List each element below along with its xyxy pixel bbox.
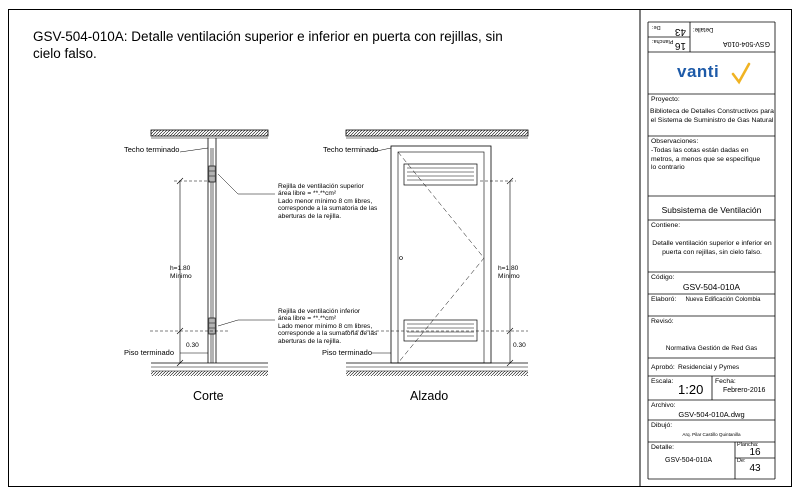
alzado-techo-label: Techo terminado <box>323 145 379 154</box>
codigo-value: GSV-504-010A <box>682 282 741 292</box>
alzado-door <box>391 146 491 363</box>
corte-leaders <box>180 148 275 353</box>
corte-height-value: h=1.80 <box>170 265 191 272</box>
alzado-height-minimo: Mínimo <box>498 273 520 280</box>
corte-dim-030: 0.30 <box>186 342 199 349</box>
fecha-value: Febrero-2016 <box>723 387 766 394</box>
corte-height-minimo: Mínimo <box>170 273 192 280</box>
fecha-label: Fecha: <box>715 378 736 385</box>
contiene-value: Detalle ventilación superior e inferior en puerta con rejillas, sin cielo falso. <box>652 240 772 256</box>
aprobo-label: Aprobó: <box>651 364 675 371</box>
alzado-piso-label: Piso terminado <box>322 348 373 357</box>
vanti-check-icon <box>733 64 749 82</box>
elaboro-value: Nueva Edificación Colombia <box>685 297 761 303</box>
escala-label: Escala: <box>651 378 674 385</box>
rejilla-inferior-note: Rejilla de ventilación inferior área libre = **.**cm² Lado menor mínimo 8 cm libres, corresponde a la sumatoria de las aberturas de la rejilla. <box>278 308 378 345</box>
detalle-value: GSV-504-010A <box>665 457 713 464</box>
observaciones-label: Observaciones: <box>651 138 699 145</box>
alzado-dim-030: 0.30 <box>513 342 526 349</box>
corte-door-section <box>208 138 216 363</box>
alzado-floor <box>346 363 528 376</box>
rejilla-superior-note: Rejilla de ventilación superior área libre = **.**cm² Lado menor mínimo 8 cm libres, corresponde a la sumatoria de las aberturas de la rejilla. <box>278 183 378 220</box>
alzado-height-value: h=1.80 <box>498 265 519 272</box>
archivo-label: Archivo: <box>651 402 676 409</box>
plancha-value: 16 <box>749 447 761 458</box>
de-value: 43 <box>749 463 761 474</box>
corte-ceiling-slab <box>151 130 268 138</box>
corte-techo-label: Techo terminado <box>124 145 180 154</box>
aprobo-value: Residencial y Pymes <box>678 364 740 371</box>
proyecto-label: Proyecto: <box>651 96 680 103</box>
caption-alzado: Alzado <box>410 389 449 403</box>
codigo-label: Código: <box>651 274 675 281</box>
corte-piso-label: Piso terminado <box>124 348 175 357</box>
vanti-logo: vanti <box>677 62 720 81</box>
elaboro-label: Elaboró: <box>651 296 677 303</box>
corte-floor <box>151 363 268 376</box>
archivo-value: GSV-504-010A.dwg <box>678 410 745 419</box>
flipped-detalle-cell: GSV-504-010A Detalle: <box>693 26 770 47</box>
proyecto-value: Biblioteca de Detalles Constructivos para el Sistema de Suministro de Gas Natural <box>650 108 774 124</box>
flipped-plancha-cell: 16 Plancha: <box>652 38 686 51</box>
caption-corte: Corte <box>193 389 224 403</box>
dibujo-value: Arq. Pilar Castillo Quintanilla <box>682 432 741 437</box>
reviso-value: Normativa Gestión de Red Gas <box>665 345 758 352</box>
alzado-ceiling-slab <box>346 130 528 138</box>
de-label: De: <box>737 458 746 464</box>
observaciones-value: -Todas las cotas están dadas en metros, a menos que se especifique lo contrario <box>651 147 761 171</box>
contiene-label: Contiene: <box>651 222 681 229</box>
subsistema-title: Subsistema de Ventilación <box>661 205 762 215</box>
flipped-de-cell: 43 De: <box>652 24 686 37</box>
reviso-label: Revisó: <box>651 318 674 325</box>
detalle-label: Detalle: <box>651 444 675 451</box>
dibujo-label: Dibujó: <box>651 422 673 429</box>
escala-value: 1:20 <box>678 382 704 397</box>
drawing-title: GSV-504-010A: Detalle ventilación superior e inferior en puerta con rejillas, sin cielo falso. <box>33 29 503 61</box>
plancha-label: Plancha: <box>737 442 759 448</box>
